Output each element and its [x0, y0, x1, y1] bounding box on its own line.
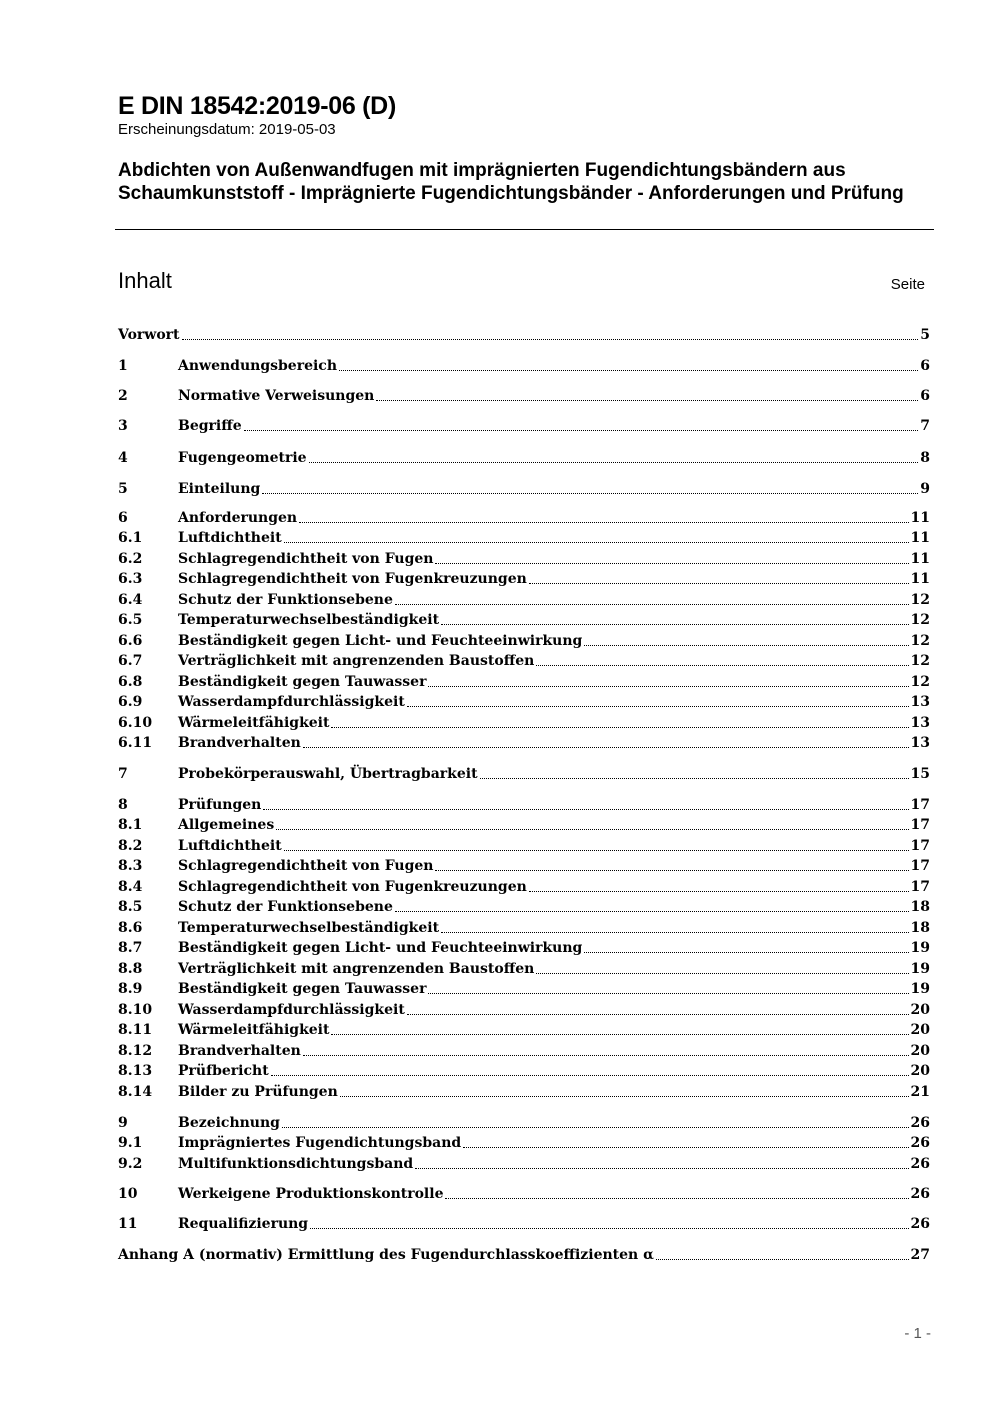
toc-entry-title: Prüfbericht [178, 1063, 269, 1079]
toc-entry-page: 15 [910, 766, 930, 782]
toc-entry-number: 10 [118, 1186, 138, 1202]
toc-entry-page: 17 [910, 817, 930, 833]
toc-entry-title: Luftdichtheit [178, 530, 282, 546]
toc-entry-number: 4 [118, 450, 128, 466]
toc-dot-leader [428, 686, 908, 687]
toc-entry-number: 5 [118, 481, 128, 497]
title-divider [115, 229, 934, 230]
toc-entry-page: 19 [910, 961, 930, 977]
toc-entry-title: Brandverhalten [178, 1043, 301, 1059]
toc-entry-number: 8.3 [118, 858, 143, 874]
toc-entry[interactable] [118, 856, 930, 876]
toc-entry[interactable] [118, 836, 930, 856]
toc-dot-leader [284, 542, 909, 543]
toc-entry-title: Schutz der Funktionsebene [178, 592, 393, 608]
toc-entry-page: 26 [910, 1216, 930, 1232]
toc-entry-title: Luftdichtheit [178, 838, 282, 854]
toc-entry-title: Beständigkeit gegen Licht- und Feuchteeinwirkung [178, 940, 583, 956]
toc-entry[interactable] [118, 764, 930, 784]
toc-dot-leader [299, 522, 908, 523]
toc-entry-number: 6 [118, 510, 128, 526]
toc-dot-leader [435, 563, 908, 564]
toc-dot-leader [656, 1259, 909, 1260]
toc-entry-page: 12 [910, 653, 930, 669]
toc-entry-title: Brandverhalten [178, 735, 301, 751]
toc-entry-page: 26 [910, 1186, 930, 1202]
toc-entry-title: Normative Verweisungen [178, 388, 375, 404]
toc-entry-title: Werkeigene Produktionskontrolle [178, 1186, 444, 1202]
toc-dot-leader [244, 430, 919, 431]
toc-dot-leader [445, 1198, 908, 1199]
toc-entry-number: 6.9 [118, 694, 143, 710]
toc-dot-leader [339, 370, 918, 371]
toc-dot-leader [182, 339, 919, 340]
toc-entry[interactable] [118, 1082, 930, 1102]
toc-entry-title: Begriffe [178, 418, 242, 434]
toc-entry[interactable] [118, 569, 930, 589]
toc-entry-number: 8.6 [118, 920, 143, 936]
toc-page-column-label: Seite [890, 276, 925, 293]
toc-entry[interactable] [118, 631, 930, 651]
toc-entry-page: 26 [910, 1135, 930, 1151]
toc-entry-title: Schutz der Funktionsebene [178, 899, 393, 915]
toc-entry-title: Verträglichkeit mit angrenzenden Baustoffen [178, 653, 535, 669]
toc-entry-title: Prüfungen [178, 797, 262, 813]
toc-entry-title: Wärmeleitfähigkeit [178, 1022, 330, 1038]
toc-entry-page: 13 [910, 735, 930, 751]
toc-dot-leader [284, 850, 909, 851]
toc-entry-page: 13 [910, 694, 930, 710]
toc-entry-title: Anhang A (normativ) Ermittlung des Fugendurchlasskoeffizienten α [118, 1247, 654, 1263]
toc-entry-page: 17 [910, 797, 930, 813]
toc-entry-page: 19 [910, 940, 930, 956]
toc-entry-number: 6.10 [118, 715, 153, 731]
toc-entry-page: 11 [910, 510, 930, 526]
toc-entry-number: 8.8 [118, 961, 143, 977]
toc-entry-number: 8.14 [118, 1084, 153, 1100]
toc-entry-title: Verträglichkeit mit angrenzenden Baustoffen [178, 961, 535, 977]
toc-dot-leader [407, 1014, 909, 1015]
toc-entry-page: 11 [910, 530, 930, 546]
toc-dot-leader [303, 1055, 909, 1056]
toc-entry[interactable] [118, 325, 930, 345]
toc-entry-number: 8.5 [118, 899, 143, 915]
toc-dot-leader [529, 583, 909, 584]
toc-dot-leader [395, 911, 909, 912]
toc-entry[interactable] [118, 508, 930, 528]
toc-entry-page: 9 [920, 481, 930, 497]
toc-entry[interactable] [118, 713, 930, 733]
toc-entry[interactable] [118, 528, 930, 548]
toc-entry[interactable] [118, 1245, 930, 1265]
toc-entry-title: Probekörperauswahl, Übertragbarkeit [178, 766, 478, 782]
toc-entry[interactable] [118, 1184, 930, 1204]
toc-entry-title: Beständigkeit gegen Licht- und Feuchteeinwirkung [178, 633, 583, 649]
toc-entry-page: 6 [920, 388, 930, 404]
toc-dot-leader [584, 952, 908, 953]
toc-entry-number: 8.1 [118, 817, 143, 833]
toc-entry[interactable] [118, 897, 930, 917]
toc-entry-page: 12 [910, 592, 930, 608]
toc-entry[interactable] [118, 590, 930, 610]
toc-entry-title: Imprägniertes Fugendichtungsband [178, 1135, 462, 1151]
toc-entry-page: 21 [910, 1084, 930, 1100]
toc-dot-leader [310, 1228, 908, 1229]
toc-dot-leader [441, 932, 908, 933]
toc-entry-number: 9.2 [118, 1156, 143, 1172]
publication-date: Erscheinungsdatum: 2019-05-03 [118, 121, 336, 138]
toc-entry-page: 26 [910, 1115, 930, 1131]
toc-entry[interactable] [118, 877, 930, 897]
toc-entry-title: Wasserdampfdurchlässigkeit [178, 1002, 405, 1018]
toc-entry-number: 1 [118, 358, 128, 374]
toc-dot-leader [331, 727, 908, 728]
toc-dot-leader [271, 1075, 909, 1076]
toc-dot-leader [536, 665, 908, 666]
toc-entry[interactable] [118, 1133, 930, 1153]
toc-entry-number: 8.2 [118, 838, 143, 854]
toc-entry-page: 8 [920, 450, 930, 466]
toc-entry-title: Schlagregendichtheit von Fugen [178, 551, 434, 567]
toc-entry-title: Temperaturwechselbeständigkeit [178, 612, 440, 628]
toc-entry[interactable] [118, 549, 930, 569]
toc-entry-page: 18 [910, 899, 930, 915]
toc-entry[interactable] [118, 959, 930, 979]
toc-entry-number: 2 [118, 388, 128, 404]
toc-entry[interactable] [118, 356, 930, 376]
toc-entry-number: 6.6 [118, 633, 143, 649]
toc-entry-title: Fugengeometrie [178, 450, 307, 466]
toc-dot-leader [536, 973, 908, 974]
toc-dot-leader [263, 809, 908, 810]
toc-entry-page: 12 [910, 612, 930, 628]
toc-entry-number: 6.3 [118, 571, 143, 587]
toc-dot-leader [395, 604, 909, 605]
toc-entry-page: 11 [910, 551, 930, 567]
toc-entry[interactable] [118, 979, 930, 999]
toc-dot-leader [428, 993, 908, 994]
toc-entry-page: 12 [910, 633, 930, 649]
toc-entry-number: 8.10 [118, 1002, 153, 1018]
toc-entry-page: 18 [910, 920, 930, 936]
toc-entry-title: Anforderungen [178, 510, 298, 526]
toc-entry[interactable] [118, 692, 930, 712]
toc-entry[interactable] [118, 610, 930, 630]
toc-entry-page: 27 [910, 1247, 930, 1263]
toc-entry[interactable] [118, 795, 930, 815]
toc-entry-number: 8.12 [118, 1043, 153, 1059]
toc-entry-number: 8.7 [118, 940, 143, 956]
toc-entry[interactable] [118, 815, 930, 835]
toc-entry-title: Schlagregendichtheit von Fugenkreuzungen [178, 571, 527, 587]
toc-entry[interactable] [118, 733, 930, 753]
toc-entry-number: 8.13 [118, 1063, 153, 1079]
toc-heading: Inhalt [118, 268, 172, 293]
toc-dot-leader [480, 778, 909, 779]
toc-dot-leader [463, 1147, 908, 1148]
toc-entry[interactable] [118, 938, 930, 958]
toc-entry-number: 9 [118, 1115, 128, 1131]
toc-entry-page: 20 [910, 1063, 930, 1079]
toc-entry-title: Anwendungsbereich [178, 358, 337, 374]
toc-entry-page: 12 [910, 674, 930, 690]
toc-entry-title: Schlagregendichtheit von Fugen [178, 858, 434, 874]
toc-entry[interactable] [118, 386, 930, 406]
toc-dot-leader [276, 829, 908, 830]
toc-entry[interactable] [118, 651, 930, 671]
toc-entry-title: Wasserdampfdurchlässigkeit [178, 694, 405, 710]
toc-entry[interactable] [118, 1113, 930, 1133]
toc-entry-number: 6.8 [118, 674, 143, 690]
toc-entry-title: Bezeichnung [178, 1115, 280, 1131]
toc-dot-leader [407, 706, 909, 707]
toc-entry-page: 20 [910, 1022, 930, 1038]
page-number: - 1 - [904, 1325, 931, 1342]
toc-entry-number: 8.9 [118, 981, 143, 997]
toc-entry-page: 20 [910, 1043, 930, 1059]
toc-entry-number: 8.4 [118, 879, 143, 895]
toc-entry-number: 3 [118, 418, 128, 434]
toc-entry-title: Einteilung [178, 481, 261, 497]
toc-entry-number: 9.1 [118, 1135, 143, 1151]
toc-dot-leader [441, 624, 908, 625]
toc-entry[interactable] [118, 1214, 930, 1234]
toc-dot-leader [340, 1096, 909, 1097]
toc-entry-page: 17 [910, 838, 930, 854]
toc-entry-title: Vorwort [118, 327, 180, 343]
toc-entry-title: Wärmeleitfähigkeit [178, 715, 330, 731]
toc-dot-leader [331, 1034, 908, 1035]
toc-entry-number: 8 [118, 797, 128, 813]
toc-entry[interactable] [118, 1061, 930, 1081]
toc-entry-number: 6.7 [118, 653, 143, 669]
toc-dot-leader [309, 462, 919, 463]
toc-entry-page: 6 [920, 358, 930, 374]
toc-entry-page: 17 [910, 858, 930, 874]
toc-entry-title: Bilder zu Prüfungen [178, 1084, 338, 1100]
toc-entry-page: 19 [910, 981, 930, 997]
toc-entry-page: 20 [910, 1002, 930, 1018]
toc-entry-number: 6.4 [118, 592, 143, 608]
toc-entry-title: Beständigkeit gegen Tauwasser [178, 981, 427, 997]
toc-entry-title: Allgemeines [178, 817, 275, 833]
toc-dot-leader [376, 400, 918, 401]
toc-dot-leader [282, 1127, 909, 1128]
toc-entry-title: Temperaturwechselbeständigkeit [178, 920, 440, 936]
toc-entry-page: 26 [910, 1156, 930, 1172]
toc-entry-title: Schlagregendichtheit von Fugenkreuzungen [178, 879, 527, 895]
toc-entry[interactable] [118, 1000, 930, 1020]
toc-entry[interactable] [118, 416, 930, 436]
toc-entry-page: 11 [910, 571, 930, 587]
toc-entry[interactable] [118, 448, 930, 468]
toc-entry-page: 13 [910, 715, 930, 731]
toc-entry[interactable] [118, 1154, 930, 1174]
toc-entry-number: 6.5 [118, 612, 143, 628]
toc-entry-page: 5 [920, 327, 930, 343]
toc-dot-leader [415, 1168, 908, 1169]
toc-entry-page: 17 [910, 879, 930, 895]
toc-entry-number: 8.11 [118, 1022, 153, 1038]
document-id: E DIN 18542:2019-06 (D) [118, 92, 396, 120]
toc-entry[interactable] [118, 1041, 930, 1061]
toc-entry[interactable] [118, 918, 930, 938]
toc-entry-number: 6.1 [118, 530, 143, 546]
toc-entry-number: 7 [118, 766, 128, 782]
document-title: Abdichten von Außenwandfugen mit imprägnierten Fugendichtungsbändern aus Schaumkunststoff - Imprägnierte Fugendichtungsbänder - Anforderungen und Prüfung [118, 160, 904, 204]
toc-dot-leader [303, 747, 909, 748]
toc-entry-title: Beständigkeit gegen Tauwasser [178, 674, 427, 690]
toc-entry[interactable] [118, 672, 930, 692]
toc-dot-leader [262, 493, 918, 494]
toc-entry[interactable] [118, 1020, 930, 1040]
toc-dot-leader [435, 870, 908, 871]
toc-dot-leader [584, 645, 908, 646]
toc-entry-title: Multifunktionsdichtungsband [178, 1156, 414, 1172]
toc-entry-page: 7 [920, 418, 930, 434]
toc-entry-number: 6.2 [118, 551, 143, 567]
toc-entry-title: Requalifizierung [178, 1216, 309, 1232]
toc-entry[interactable] [118, 479, 930, 499]
toc-dot-leader [529, 891, 909, 892]
toc-entry-number: 11 [118, 1216, 138, 1232]
toc-entry-number: 6.11 [118, 735, 153, 751]
